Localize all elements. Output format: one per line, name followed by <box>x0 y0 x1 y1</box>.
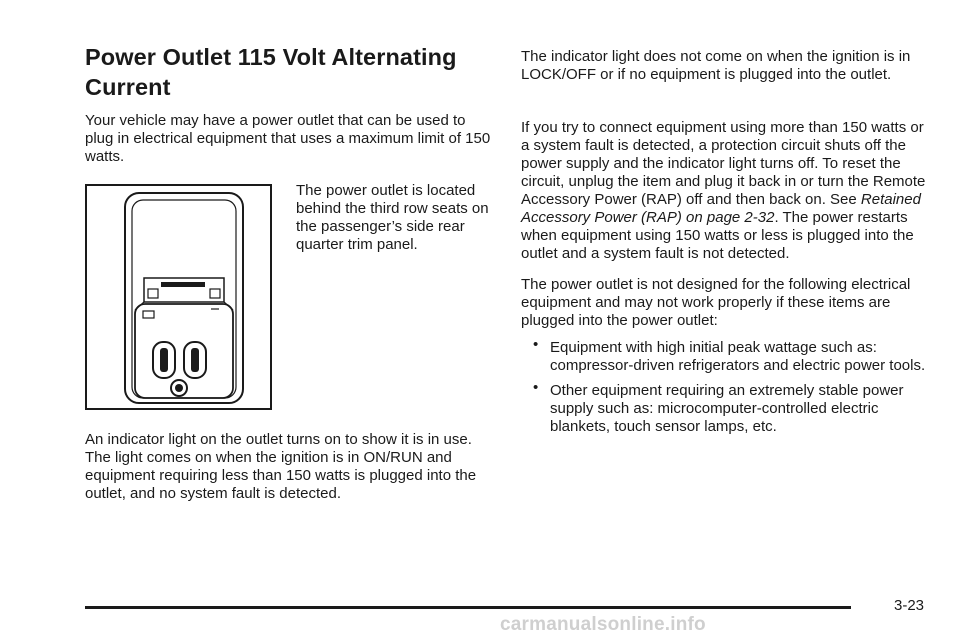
right-paragraph-2 <box>521 119 931 263</box>
footer-rule <box>85 606 851 609</box>
section-title <box>85 42 495 102</box>
right-paragraph-3: The power outlet is not designed for the following electrical equipment and may not work properly if these items are plugged into the power outlet: <box>521 276 911 329</box>
page-title <box>85 42 495 102</box>
power-outlet-illustration <box>85 184 272 410</box>
title-line-2: Current <box>85 74 171 100</box>
right-paragraph-2-text-a: If you try to connect equipment using more than 150 watts or a system fault is detected, a protection circuit shuts off the power supply and the indicator light turns off. To reset the circuit, unplug the item and plug it back in or turn the Remote Accessory Power (RAP) off and then back on. See <box>521 119 926 208</box>
intro-paragraph: Your vehicle may have a power outlet that can be used to plug in electrical equipment that uses a maximum limit of 150 watts. <box>85 112 491 165</box>
cross-reference-link[interactable]: Retained Accessory Power (RAP) on page 2-32 <box>521 191 921 226</box>
bullet-text: Equipment with high initial peak wattage such as: compressor-driven refrigerators and electric power tools. <box>550 339 926 374</box>
right-paragraph-2-text-b: . The power restarts when equipment using 150 watts or less is plugged into the outlet and a system fault is not detected. <box>521 209 914 262</box>
watermark: carmanualsonline.info <box>500 614 706 635</box>
list-item <box>521 379 931 436</box>
page-number: 3-23 <box>894 597 925 614</box>
right-paragraph-1: The indicator light does not come on when the ignition is in LOCK/OFF or if no equipment is plugged into the outlet. <box>521 48 911 83</box>
bullet-text: Other equipment requiring an extremely stable power supply such as: microcomputer-controlled electric blankets, touch sensor lamps, etc. <box>550 382 904 435</box>
title-line-1: Power Outlet 115 Volt Alternating <box>85 44 457 70</box>
bullet-list <box>521 336 931 436</box>
bullet-icon: • <box>533 336 539 353</box>
indicator-paragraph: An indicator light on the outlet turns on to show it is in use. The light comes on when the ignition is in ON/RUN and equipment requiring less than 150 watts is plugged into the outlet, and no system fault is detected. <box>85 431 477 502</box>
bullet-icon: • <box>533 379 539 396</box>
figure-caption: The power outlet is located behind the third row seats on the passenger’s side rear quarter trim panel. <box>296 182 489 253</box>
power-outlet-drawing <box>87 186 270 408</box>
list-item <box>521 336 931 375</box>
